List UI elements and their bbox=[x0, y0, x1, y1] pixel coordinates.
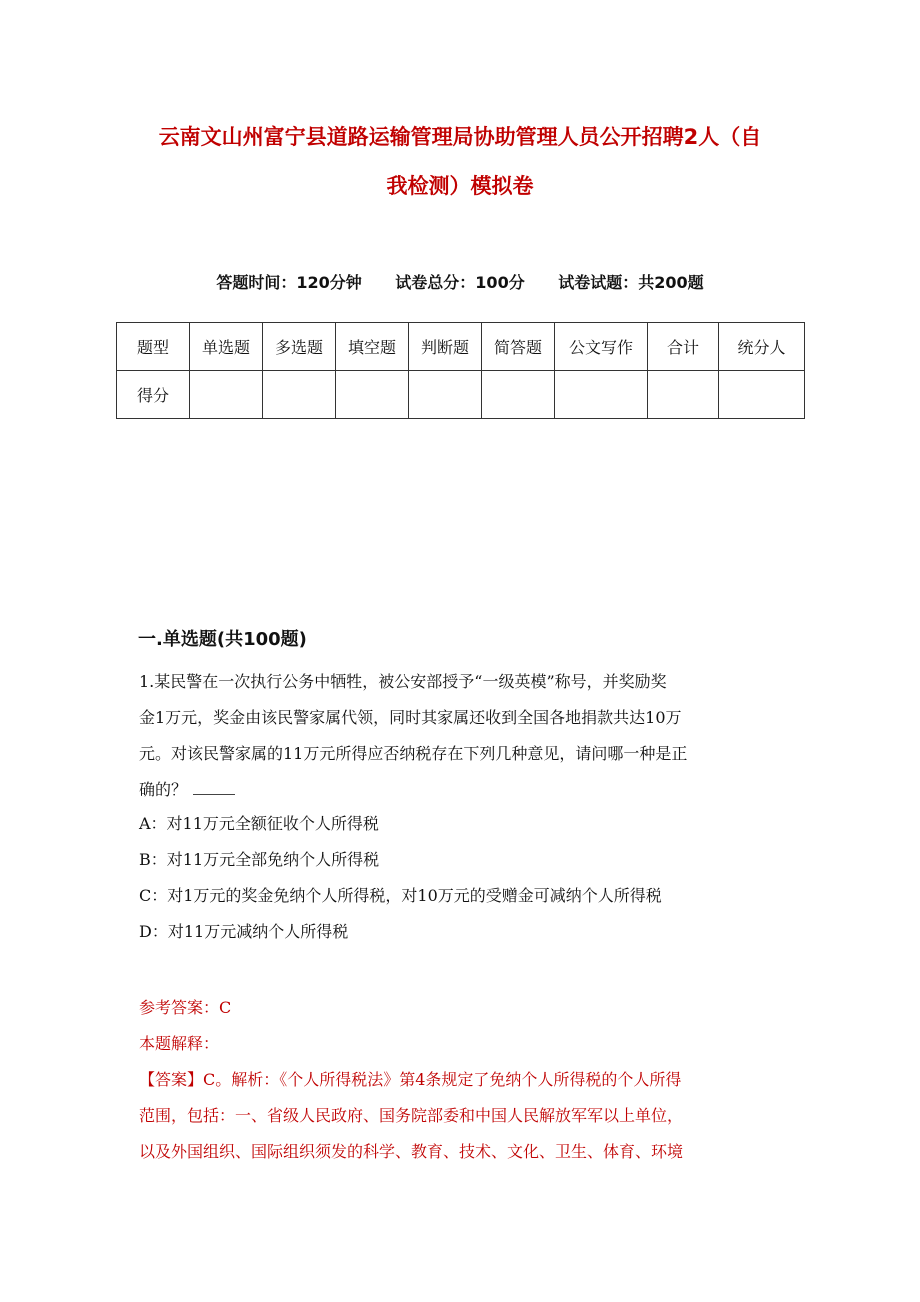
score-row-label: 得分 bbox=[117, 371, 190, 419]
document-title-line-2: 我检测）模拟卷 bbox=[386, 174, 534, 198]
document-title-line-1: 云南文山州富宁县道路运输管理局协助管理人员公开招聘2人（自 bbox=[158, 125, 762, 149]
table-header-cell: 单选题 bbox=[190, 323, 263, 371]
score-cell[interactable] bbox=[555, 371, 648, 419]
table-header-cell: 题型 bbox=[117, 323, 190, 371]
question-line-last bbox=[139, 772, 789, 808]
question-line: 金1万元，奖金由该民警家属代领，同时其家属还收到全国各地捐款共达10万 bbox=[139, 708, 682, 727]
table-header-cell: 统分人 bbox=[719, 323, 805, 371]
table-header-cell: 填空题 bbox=[336, 323, 409, 371]
exam-time: 答题时间：120分钟 bbox=[216, 273, 362, 292]
score-cell[interactable] bbox=[263, 371, 336, 419]
answer-blank[interactable] bbox=[193, 776, 235, 795]
exam-info bbox=[0, 270, 920, 293]
score-cell[interactable] bbox=[648, 371, 719, 419]
score-cell[interactable] bbox=[190, 371, 263, 419]
option-c[interactable]: C：对1万元的奖金免纳个人所得税，对10万元的受赠金可减纳个人所得税 bbox=[139, 886, 662, 905]
reference-answer: 参考答案：C bbox=[139, 998, 232, 1017]
option-list bbox=[139, 806, 789, 950]
option-d[interactable]: D：对11万元减纳个人所得税 bbox=[139, 922, 349, 941]
score-table bbox=[116, 322, 805, 419]
answer-block bbox=[139, 990, 789, 1170]
exam-total-score: 试卷总分：100分 bbox=[395, 273, 525, 292]
table-header-cell: 多选题 bbox=[263, 323, 336, 371]
table-header-cell: 判断题 bbox=[409, 323, 482, 371]
table-header-cell: 简答题 bbox=[482, 323, 555, 371]
score-cell[interactable] bbox=[336, 371, 409, 419]
exam-question-count: 试卷试题：共200题 bbox=[558, 273, 704, 292]
option-a[interactable]: A：对11万元全额征收个人所得税 bbox=[139, 814, 379, 833]
question-stem bbox=[139, 664, 789, 808]
explanation-line: 以及外国组织、国际组织须发的科学、教育、技术、文化、卫生、体育、环境 bbox=[139, 1142, 684, 1161]
explanation-label: 本题解释： bbox=[139, 1034, 220, 1053]
question-line-text: 确的？ bbox=[139, 780, 188, 799]
question-line: 1.某民警在一次执行公务中牺牲，被公安部授予“一级英模”称号，并奖励奖 bbox=[139, 672, 667, 691]
table-header-cell: 公文写作 bbox=[555, 323, 648, 371]
option-b[interactable]: B：对11万元全部免纳个人所得税 bbox=[139, 850, 380, 869]
score-table-score-row bbox=[117, 371, 805, 419]
question-line: 元。对该民警家属的11万元所得应否纳税存在下列几种意见，请问哪一种是正 bbox=[139, 744, 688, 763]
score-table-header-row bbox=[117, 323, 805, 371]
score-cell[interactable] bbox=[719, 371, 805, 419]
score-cell[interactable] bbox=[482, 371, 555, 419]
section-heading: 一.单选题(共100题) bbox=[138, 629, 307, 650]
table-header-cell: 合计 bbox=[648, 323, 719, 371]
score-cell[interactable] bbox=[409, 371, 482, 419]
explanation-line: 范围，包括：一、省级人民政府、国务院部委和中国人民解放军军以上单位， bbox=[139, 1106, 684, 1125]
explanation-line: 【答案】C。解析：《个人所得税法》第4条规定了免纳个人所得税的个人所得 bbox=[139, 1070, 682, 1089]
